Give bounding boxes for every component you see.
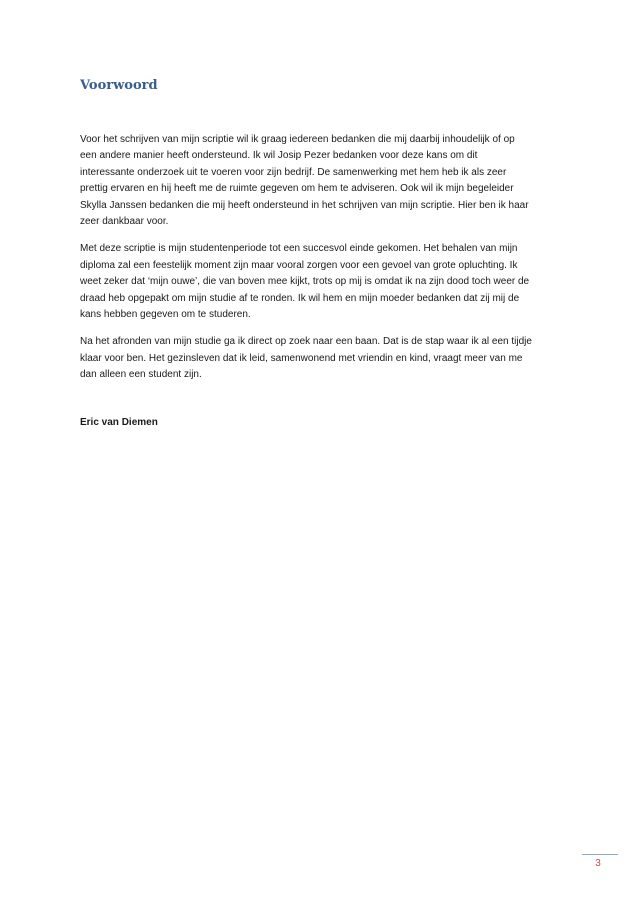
text-line: een andere manier heeft ondersteund. Ik wil Josip Pezer bedanken voor deze kans om dit	[80, 150, 478, 162]
body-text	[80, 132, 570, 395]
text-line: weet zeker dat ‘mijn ouwe’, die van boven mee kijkt, trots op mij is omdat ik na zijn dood toch weer de	[80, 276, 530, 288]
page-title: Voorwoord	[80, 78, 158, 93]
page-number: 3	[595, 858, 601, 869]
text-line: draad heb opgepakt om mijn studie af te ronden. Ik wil hem en mijn moeder bedanken dat zij mij de	[80, 292, 520, 304]
text-line: Voor het schrijven van mijn scriptie wil ik graag iedereen bedanken die mij daarbij inhoudelijk of op	[80, 134, 515, 145]
text-line: diploma zal een feestelijk moment zijn maar vooral zorgen voor een gevoel van grote opluchting. Ik	[80, 259, 518, 271]
footer-divider	[582, 854, 618, 855]
text-line: prettig ervaren en hij heeft me de ruimte gegeven om hem te adviseren. Ook wil ik mijn begeleider	[80, 183, 514, 195]
paragraph	[80, 132, 570, 230]
text-line: klaar voor ben. Het gezinsleven dat ik leid, samenwonend met vriendin en kind, vraagt meer van me	[80, 352, 523, 364]
paragraph	[80, 334, 570, 383]
text-line: kans hebben gegeven om te studeren.	[80, 309, 251, 321]
author-signature: Eric van Diemen	[80, 417, 158, 428]
text-line: Skylla Janssen bedanken die mij heeft ondersteund in het schrijven van mijn scriptie. Hier ben ik haar	[80, 199, 529, 211]
text-line: Met deze scriptie is mijn studentenperiode tot een succesvol einde gekomen. Het behalen van mijn	[80, 243, 518, 255]
paragraph	[80, 241, 570, 323]
text-line: zeer dankbaar voor.	[80, 216, 169, 228]
text-line: dan alleen een student zijn.	[80, 369, 202, 381]
text-line: Na het afronden van mijn studie ga ik direct op zoek naar een baan. Dat is de stap waar ik al een tijdje	[80, 336, 532, 348]
text-line: interessante onderzoek uit te voeren voor zijn bedrijf. De samenwerking met hem heb ik als zeer	[80, 166, 507, 178]
